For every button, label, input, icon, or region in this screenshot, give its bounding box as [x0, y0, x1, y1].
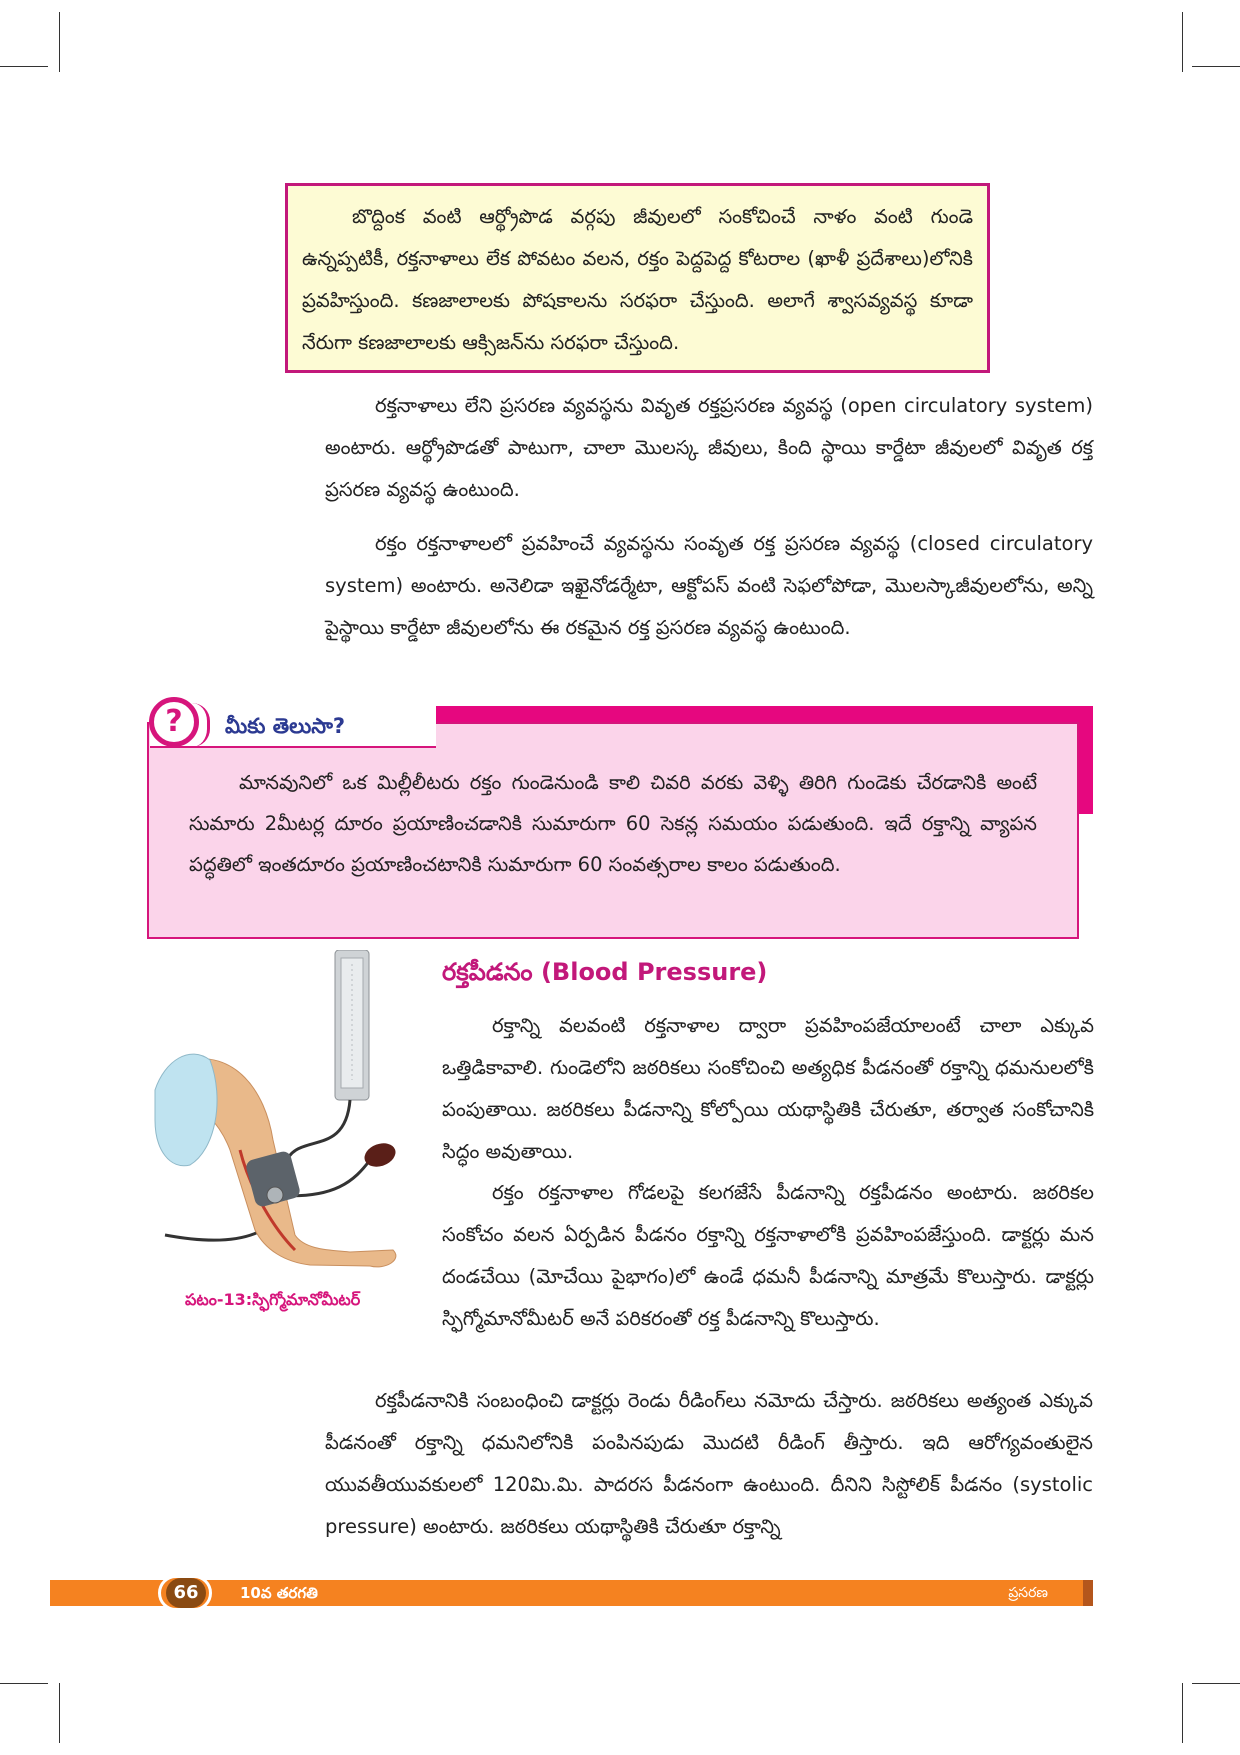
crop-mark: [1182, 1683, 1183, 1743]
crop-mark: [1192, 1683, 1240, 1684]
open-system-paragraph: [325, 385, 1093, 511]
crop-mark: [0, 66, 48, 67]
blood-pressure-text-3: రక్తపీడనానికి సంబంధించి డాక్టర్లు రెండు రీడింగ్‌లు నమోదు చేస్తారు. జఠరికలు అత్యంత ఎక్కువ పీడనంతో రక్తాన్ని ధమనిలోనికి పంపినపుడు మొదటి రీడింగ్ తీస్తారు. ఇది ఆరోగ్యవంతులైన యువతీయువకులలో 120మి.మి. పాదరస పీడనంగా ఉంటుంది. దీనిని సిస్టోలిక్ పీడనం (systolic pressure) అంటారు. జఠరికలు యథాస్థితికి చేరుతూ రక్తాన్ని: [325, 1389, 1093, 1538]
did-you-know-text: మానవునిలో ఒక మిల్లీలీటరు రక్తం గుండెనుండి కాలి చివరి వరకు వెళ్ళి తిరిగి గుండెకు చేరడానికి అంటే సుమారు 2మీటర్ల దూరం ప్రయాణించడానికి సుమారుగా 60 సెకన్ల సమయం పడుతుంది. ఇదే రక్తాన్ని వ్యాపన పద్ధతిలో ఇంతదూరం ప్రయాణించటానికి సుమారుగా 60 సంవత్సరాల కాలం పడుతుంది.: [189, 771, 1037, 876]
did-you-know-box: [147, 722, 1079, 939]
closed-system-paragraph: [325, 523, 1093, 649]
crop-mark: [59, 12, 60, 72]
note-text: బొద్దింక వంటి ఆర్థ్రోపొడ వర్గపు జీవులలో సంకోచించే నాళం వంటి గుండె ఉన్నప్పటికీ, రక్తనాళాలు లేక పోవటం వలన, రక్తం పెద్దపెద్ద కోటరాల (ఖాళీ ప్రదేశాలు)లోనికి ప్రవహిస్తుంది. కణజాలాలకు పోషకాలను సరఫరా చేస్తుంది. అలాగే శ్వాసవ్యవస్థ కూడా నేరుగా కణజాలాలకు ఆక్సిజన్‌ను సరఫరా చేస్తుంది.: [302, 205, 973, 354]
chapter-label: ప్రసరణ: [1008, 1585, 1048, 1601]
crop-mark: [0, 1683, 48, 1684]
open-system-text: రక్తనాళాలు లేని ప్రసరణ వ్యవస్థను వివృత రక్తప్రసరణ వ్యవస్థ (open circulatory system) అంటారు. ఆర్థ్రోపొడతో పాటుగా, చాలా మొలస్క జీవులు, కింది స్థాయి కార్డేటా జీవులలో వివృత రక్త ప్రసరణ వ్యవస్థ ఉంటుంది.: [325, 394, 1093, 501]
crop-mark: [1192, 66, 1240, 67]
did-you-know-title: మీకు తెలుసా?: [225, 714, 346, 738]
footer-end-accent: [1083, 1580, 1093, 1606]
blood-pressure-heading: రక్తపీడనం (Blood Pressure): [442, 958, 768, 986]
figure-caption: పటం-13:స్ఫిగ్మోమానోమీటర్: [185, 1290, 361, 1309]
blood-pressure-text-1: రక్తాన్ని వలవంటి రక్తనాళాల ద్వారా ప్రవహింపజేయాలంటే చాలా ఎక్కువ ఒత్తిడికావాలి. గుండెలోని జఠరికలు సంకోచించి అత్యధిక పీడనంతో రక్తాన్ని ధమనులలోకి పంపుతాయి. జఠరికలు పీడనాన్ని కోల్పోయి యథాస్థితికి చేరుతూ, తర్వాత సంకోచానికి సిద్ధం అవుతాయి.: [442, 1014, 1094, 1163]
blood-pressure-text-2: రక్తం రక్తనాళాల గోడలపై కలగజేసే పీడనాన్ని రక్తపీడనం అంటారు. జఠరికల సంకోచం వలన ఏర్పడిన పీడనం రక్తాన్ని రక్తనాళాలోకి ప్రవహింపజేస్తుంది. డాక్టర్లు మన దండచేయి (మోచేయి పైభాగం)లో ఉండే ధమనీ పీడనాన్ని మాత్రమే కొలుస్తారు. డాక్టర్లు స్ఫిగ్మోమానోమీటర్ అనే పరికరంతో రక్త పీడనాన్ని కొలుస్తారు.: [442, 1181, 1094, 1330]
blood-pressure-para-2: [442, 1172, 1094, 1340]
closed-system-text: రక్తం రక్తనాళాలలో ప్రవహించే వ్యవస్థను సంవృత రక్త ప్రసరణ వ్యవస్థ (closed circulatory system) అంటారు. అనెలిడా ఇఖైనోడర్మేటా, ఆక్టోపస్ వంటి సెఫలోపోడా, మొలస్కాజీవులలోను, అన్ని పైస్థాయి కార్డేటా జీవులలోను ఈ రకమైన రక్త ప్రసరణ వ్యవస్థ ఉంటుంది.: [325, 532, 1093, 639]
question-icon: ?: [149, 697, 199, 747]
class-label: 10వ తరగతి: [240, 1584, 318, 1602]
blood-pressure-para-1: [442, 1005, 1094, 1173]
cockroach-note-box: [285, 183, 990, 373]
crop-mark: [1182, 12, 1183, 72]
blood-pressure-para-3: [325, 1380, 1093, 1548]
crop-mark: [59, 1683, 60, 1743]
page-number: 66: [166, 1578, 206, 1608]
sphygmomanometer-figure: [145, 950, 445, 1300]
